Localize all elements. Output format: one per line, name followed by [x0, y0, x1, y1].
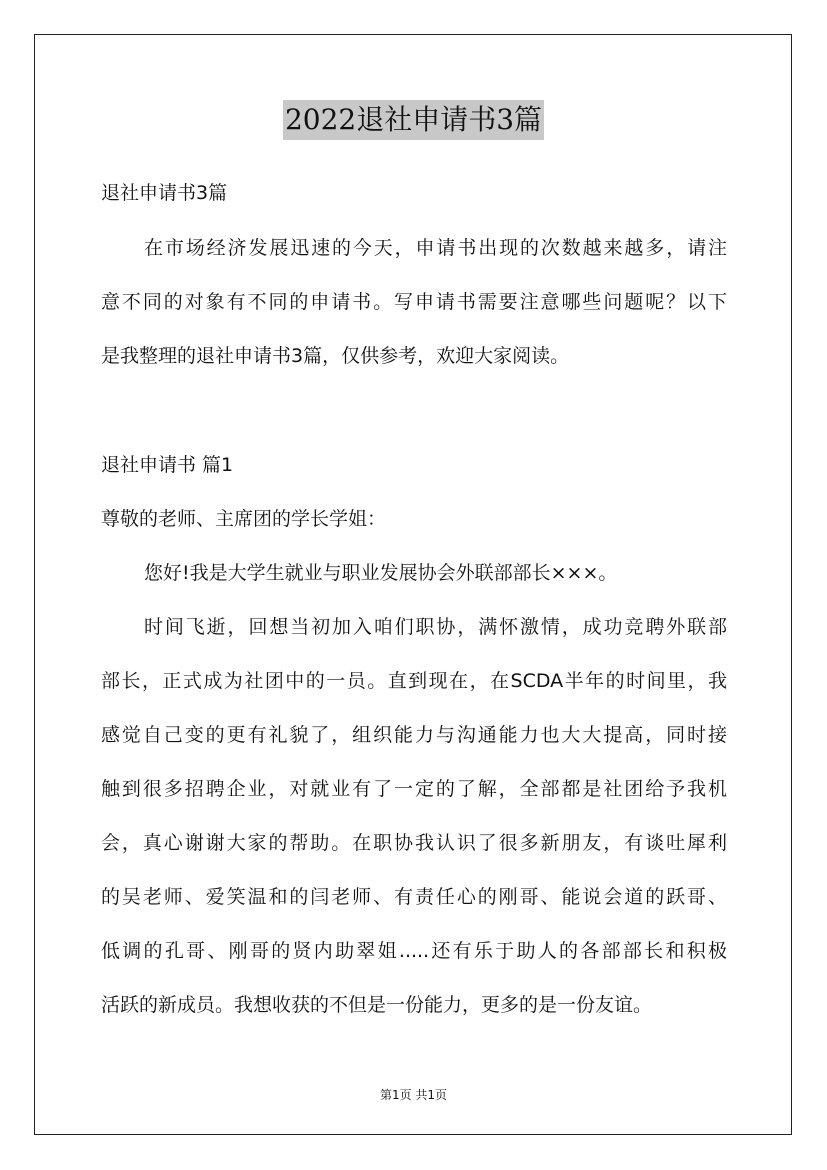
paragraph-line: 在市场经济发展迅速的今天，申请书出现的次数越来越多，请注 [144, 237, 727, 259]
paragraph-line: 时间飞逝，回想当初加入咱们职协，满怀激情，成功竞聘外联部 [144, 616, 727, 638]
title-wrap [0, 100, 827, 140]
paragraph-line: 会，真心谢谢大家的帮助。在职协我认识了很多新朋友，有谈吐犀利 [101, 832, 727, 854]
paragraph-line: 的吴老师、爱笑温和的闫老师、有责任心的刚哥、能说会道的跃哥、 [101, 886, 727, 908]
document-title: 2022退社申请书3篇 [283, 100, 544, 140]
paragraph-line: 意不同的对象有不同的申请书。写申请书需要注意哪些问题呢？以下 [101, 291, 727, 313]
paragraph-line: 触到很多招聘企业，对就业有了一定的了解，全部都是社团给予我机 [101, 778, 727, 800]
subtitle: 退社申请书3篇 [101, 182, 228, 204]
page-footer: 第1页 共1页 [379, 1088, 448, 1102]
paragraph-line: 感觉自己变的更有礼貌了，组织能力与沟通能力也大大提高，同时接 [101, 724, 727, 746]
paragraph-line: 活跃的新成员。我想收获的不但是一份能力，更多的是一份友谊。 [101, 994, 653, 1016]
paragraph-line: 是我整理的退社申请书3篇，仅供参考，欢迎大家阅读。 [101, 345, 570, 367]
paragraph-line: 低调的孔哥、刚哥的贤内助翠姐.....还有乐于助人的各部部长和积极 [101, 940, 727, 962]
paragraph-line: 您好!我是大学生就业与职业发展协会外联部部长×××。 [144, 562, 618, 584]
salutation: 尊敬的老师、主席团的学长学姐： [101, 508, 387, 530]
paragraph-line: 部长，正式成为社团中的一员。直到现在，在SCDA半年的时间里，我 [101, 670, 727, 692]
section-heading: 退社申请书 篇1 [101, 454, 234, 476]
